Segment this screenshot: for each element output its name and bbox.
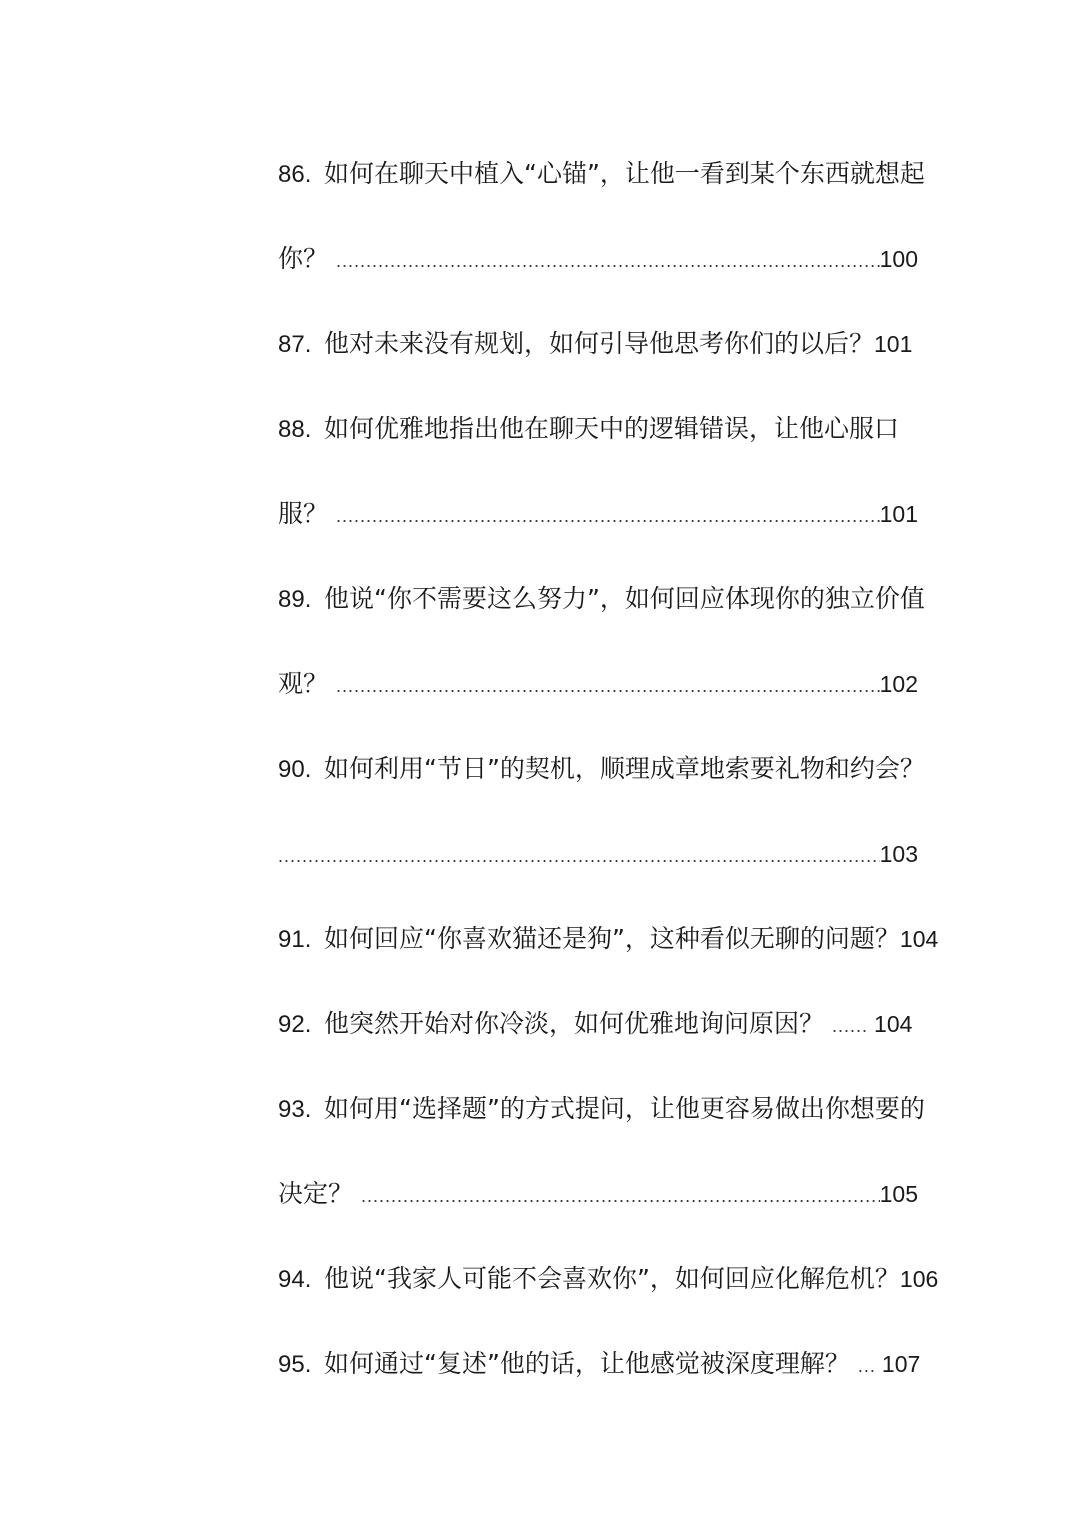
page-number: 102 [879,671,918,697]
entry-title: 如何利用“节日”的契机，顺理成章地索要礼物和约会？ [324,754,925,783]
page-number: 107 [881,1351,921,1377]
dot-leader [328,666,880,706]
dot-leader: ... [857,1356,876,1376]
entry-number: 92. [278,1011,312,1038]
toc-entry-88[interactable] [278,409,899,449]
toc-entry-90[interactable] [278,749,925,789]
entry-number: 93. [278,1096,312,1123]
entry-number: 86. [278,161,312,188]
entry-number: 94. [278,1266,312,1293]
entry-title: 如何在聊天中植入“心锚”，让他一看到某个东西就想起 [324,159,925,188]
page-number: 101 [879,501,918,527]
entry-title: 如何通过“复述”他的话，让他感觉被深度理解？ [324,1349,850,1378]
page-number: 103 [879,841,918,867]
entry-number: 91. [278,926,312,953]
toc-entry-87[interactable] [278,324,912,364]
entry-number: 90. [278,756,312,783]
toc-entry-93[interactable] [278,1089,925,1129]
entry-number: 89. [278,586,312,613]
dot-leader: ...... [832,1016,869,1036]
toc-entry-86[interactable] [278,154,925,194]
entry-number: 88. [278,416,312,443]
toc-entry-89[interactable] [278,579,925,619]
toc-entry-91[interactable] [278,919,938,959]
dot-leader [353,1176,880,1216]
page-number: 106 [899,1266,939,1292]
toc-entry-89-continuation[interactable] [278,664,918,704]
entry-title: 他突然开始对你冷淡，如何优雅地询问原因？ [324,1009,825,1038]
page-number: 100 [879,246,918,272]
page-number: 101 [874,331,913,357]
entry-title: 如何用“选择题”的方式提问，让他更容易做出你想要的 [324,1094,925,1123]
dot-leader [328,496,880,536]
dot-leader [328,241,880,281]
entry-title: 如何优雅地指出他在聊天中的逻辑错误，让他心服口 [324,414,900,443]
entry-title-continuation: 观？ [278,669,329,698]
toc-entry-92[interactable] [278,1004,912,1044]
toc-entry-88-continuation[interactable] [278,494,918,534]
entry-title: 如何回应“你喜欢猫还是狗”，这种看似无聊的问题？ [324,924,900,953]
toc-entry-93-continuation[interactable] [278,1174,918,1214]
entry-number: 95. [278,1351,312,1378]
entry-title-continuation: 服？ [278,499,329,528]
toc-entry-86-continuation[interactable] [278,239,918,279]
entry-title: 他说“你不需要这么努力”，如何回应体现你的独立价值 [324,584,925,613]
entry-number: 87. [278,331,312,358]
page-number: 104 [899,926,939,952]
entry-title: 他说“我家人可能不会喜欢你”，如何回应化解危机？ [324,1264,900,1293]
toc-entry-95[interactable] [278,1344,920,1384]
toc-entry-94[interactable] [278,1259,938,1299]
dot-leader [278,836,880,876]
toc-entry-90-continuation[interactable] [278,834,918,874]
entry-title: 他对未来没有规划，如何引导他思考你们的以后？ [324,329,875,358]
page-number: 104 [874,1011,913,1037]
page-number: 105 [879,1181,918,1207]
entry-title-continuation: 你？ [278,244,329,273]
entry-title-continuation: 决定？ [278,1179,354,1208]
